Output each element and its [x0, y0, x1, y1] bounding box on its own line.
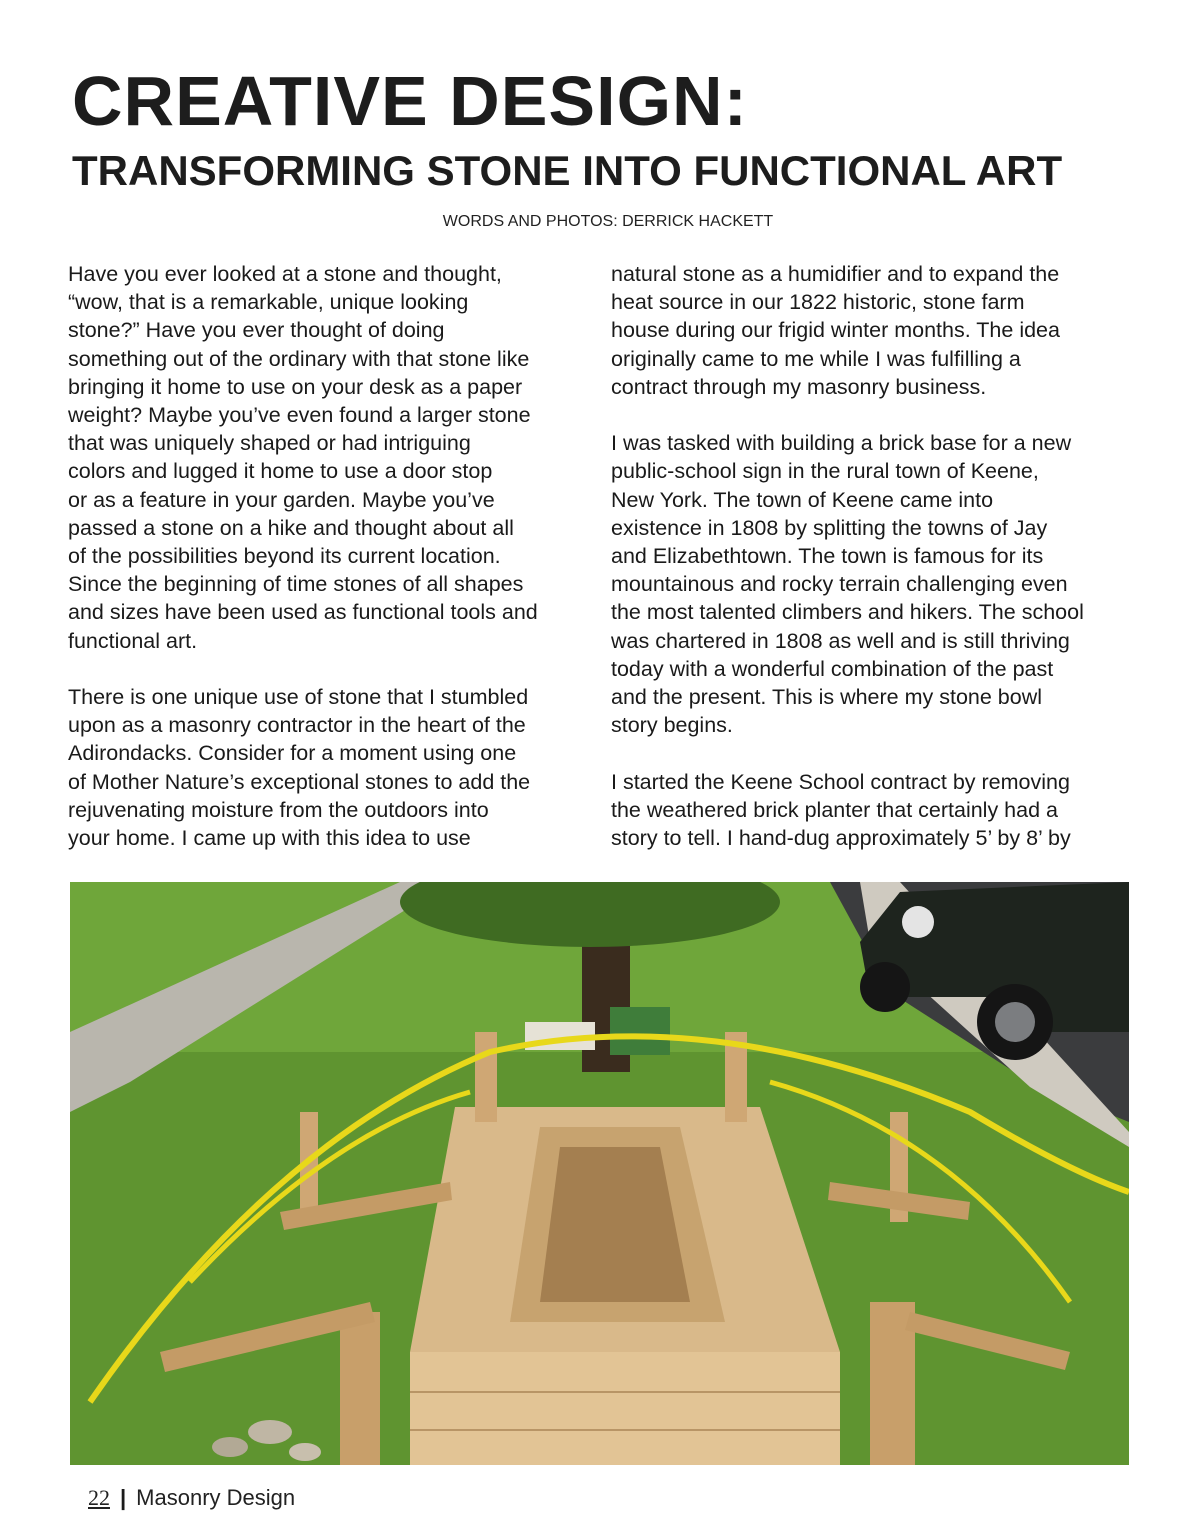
byline: WORDS AND PHOTOS: DERRICK HACKETT — [442, 213, 774, 230]
page-footer — [88, 1484, 295, 1512]
stake — [340, 1312, 380, 1465]
formwork-front — [410, 1352, 840, 1465]
paragraph: There is one unique use of stone that I stumbled upon as a masonry contractor in the heart of the Adirondacks. Consider for a moment using one of Mother Nature’s exceptional stones to add the rejuvenating moisture from the outdoors into your home. I came up with this idea to use — [68, 685, 531, 851]
magazine-name: Masonry Design — [136, 1485, 296, 1510]
page-number: 22 — [88, 1485, 110, 1510]
paragraph: Have you ever looked at a stone and thought, “wow, that is a remarkable, unique looking stone?” Have you ever thought of doing something out of the ordinary with that stone like bringing it home to use on your desk as a paper weight? Maybe you’ve even found a larger stone that was uniquely shaped or had intriguing colors and lugged it home to use a door stop or as a feature in your garden. Maybe you’ve passed a stone on a hike and thought about all of the possibilities beyond its current location. Since the beginning of time stones of all shapes and sizes have been used as functional tools and functional art. — [68, 262, 538, 653]
article-subtitle: TRANSFORMING STONE INTO FUNCTIONAL ART — [72, 147, 1063, 194]
paragraph: natural stone as a humidifier and to expand the heat source in our 1822 historic, stone farm house during our frigid winter months. The idea originally came to me while I was fulfilling a contract through my masonry business. — [611, 262, 1060, 399]
school-sign — [610, 1007, 670, 1055]
paragraph: I started the Keene School contract by removing the weathered brick planter that certainly had a story to tell. I hand-dug approximately 5’ by 8’ by — [611, 769, 1071, 851]
left-column — [68, 260, 598, 880]
rock — [212, 1437, 248, 1457]
rock — [289, 1443, 321, 1461]
paragraph: I was tasked with building a brick base for a new public-school sign in the rural town of Keene, New York. The town of Keene came into existence in 1808 by splitting the towns of Jay and Elizabethtown. The town is famous for its mountainous and rocky terrain challenging even the most talented climbers and hikers. The school was chartered in 1808 as well and is still thriving today with a wonderful combination of the past and the present. This is where my stone bowl story begins. — [611, 431, 1084, 738]
footer-separator: | — [120, 1485, 127, 1510]
stake — [475, 1032, 497, 1122]
construction-photo — [70, 882, 1129, 1465]
rock — [248, 1420, 292, 1444]
article-title: CREATIVE DESIGN: — [72, 62, 748, 140]
right-column — [611, 260, 1141, 880]
